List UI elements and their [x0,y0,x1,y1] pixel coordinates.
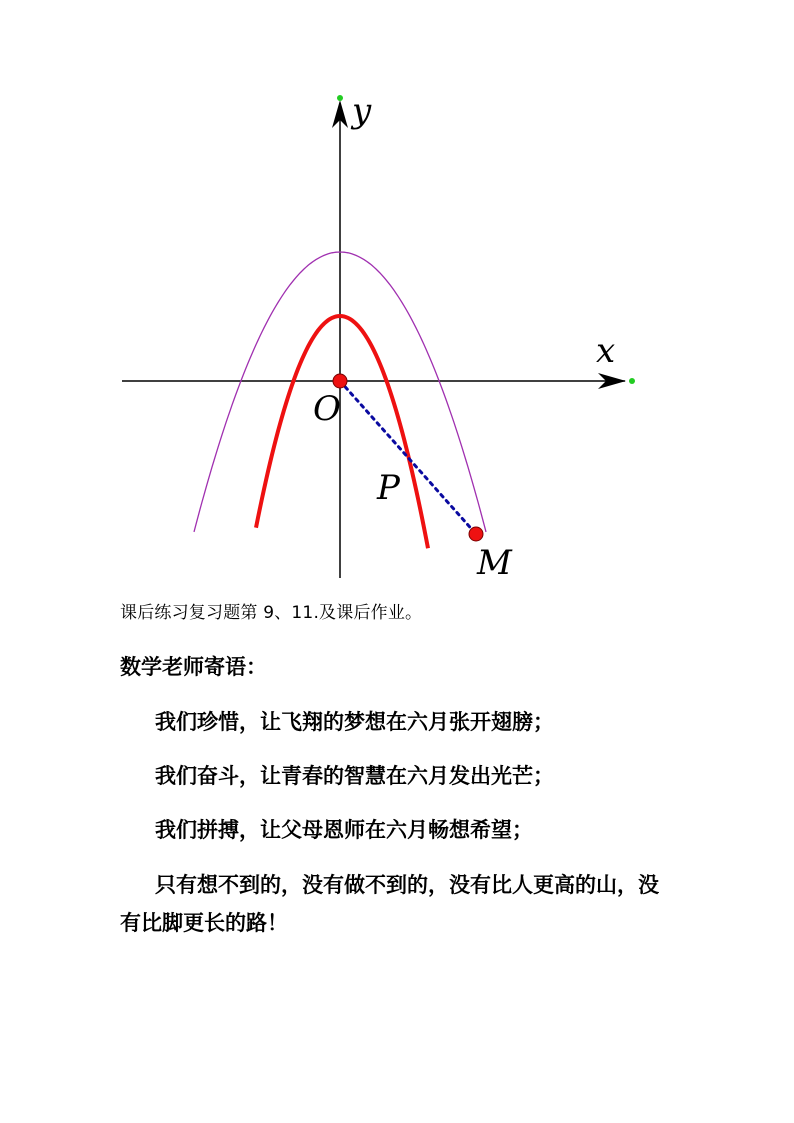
message-heading: 数学老师寄语： [120,655,267,679]
x-axis-end-marker [629,378,635,384]
verse-line: 我们珍惜，让飞翔的梦想在六月张开翅膀； [155,710,554,734]
origin-label: O [313,389,341,429]
point-m-label: M [477,543,512,583]
y-axis-label: y [352,91,372,131]
point-p-label: P [377,468,400,508]
origin-point [333,374,347,388]
point-m [469,527,483,541]
verse-line: 我们奋斗，让青春的智慧在六月发出光芒； [155,764,554,788]
verse-line: 只有想不到的，没有做不到的，没有比人更高的山，没有比脚更长的路！ [120,873,659,935]
inner-parabola [256,316,428,548]
verse-line: 我们拼搏，让父母恩师在六月畅想希望； [155,818,533,842]
parabola-diagram [110,88,650,583]
homework-caption: 课后练习复习题第 9、11.及课后作业。 [120,603,423,623]
y-axis-end-marker [337,95,343,101]
x-axis-label: x [596,331,616,371]
